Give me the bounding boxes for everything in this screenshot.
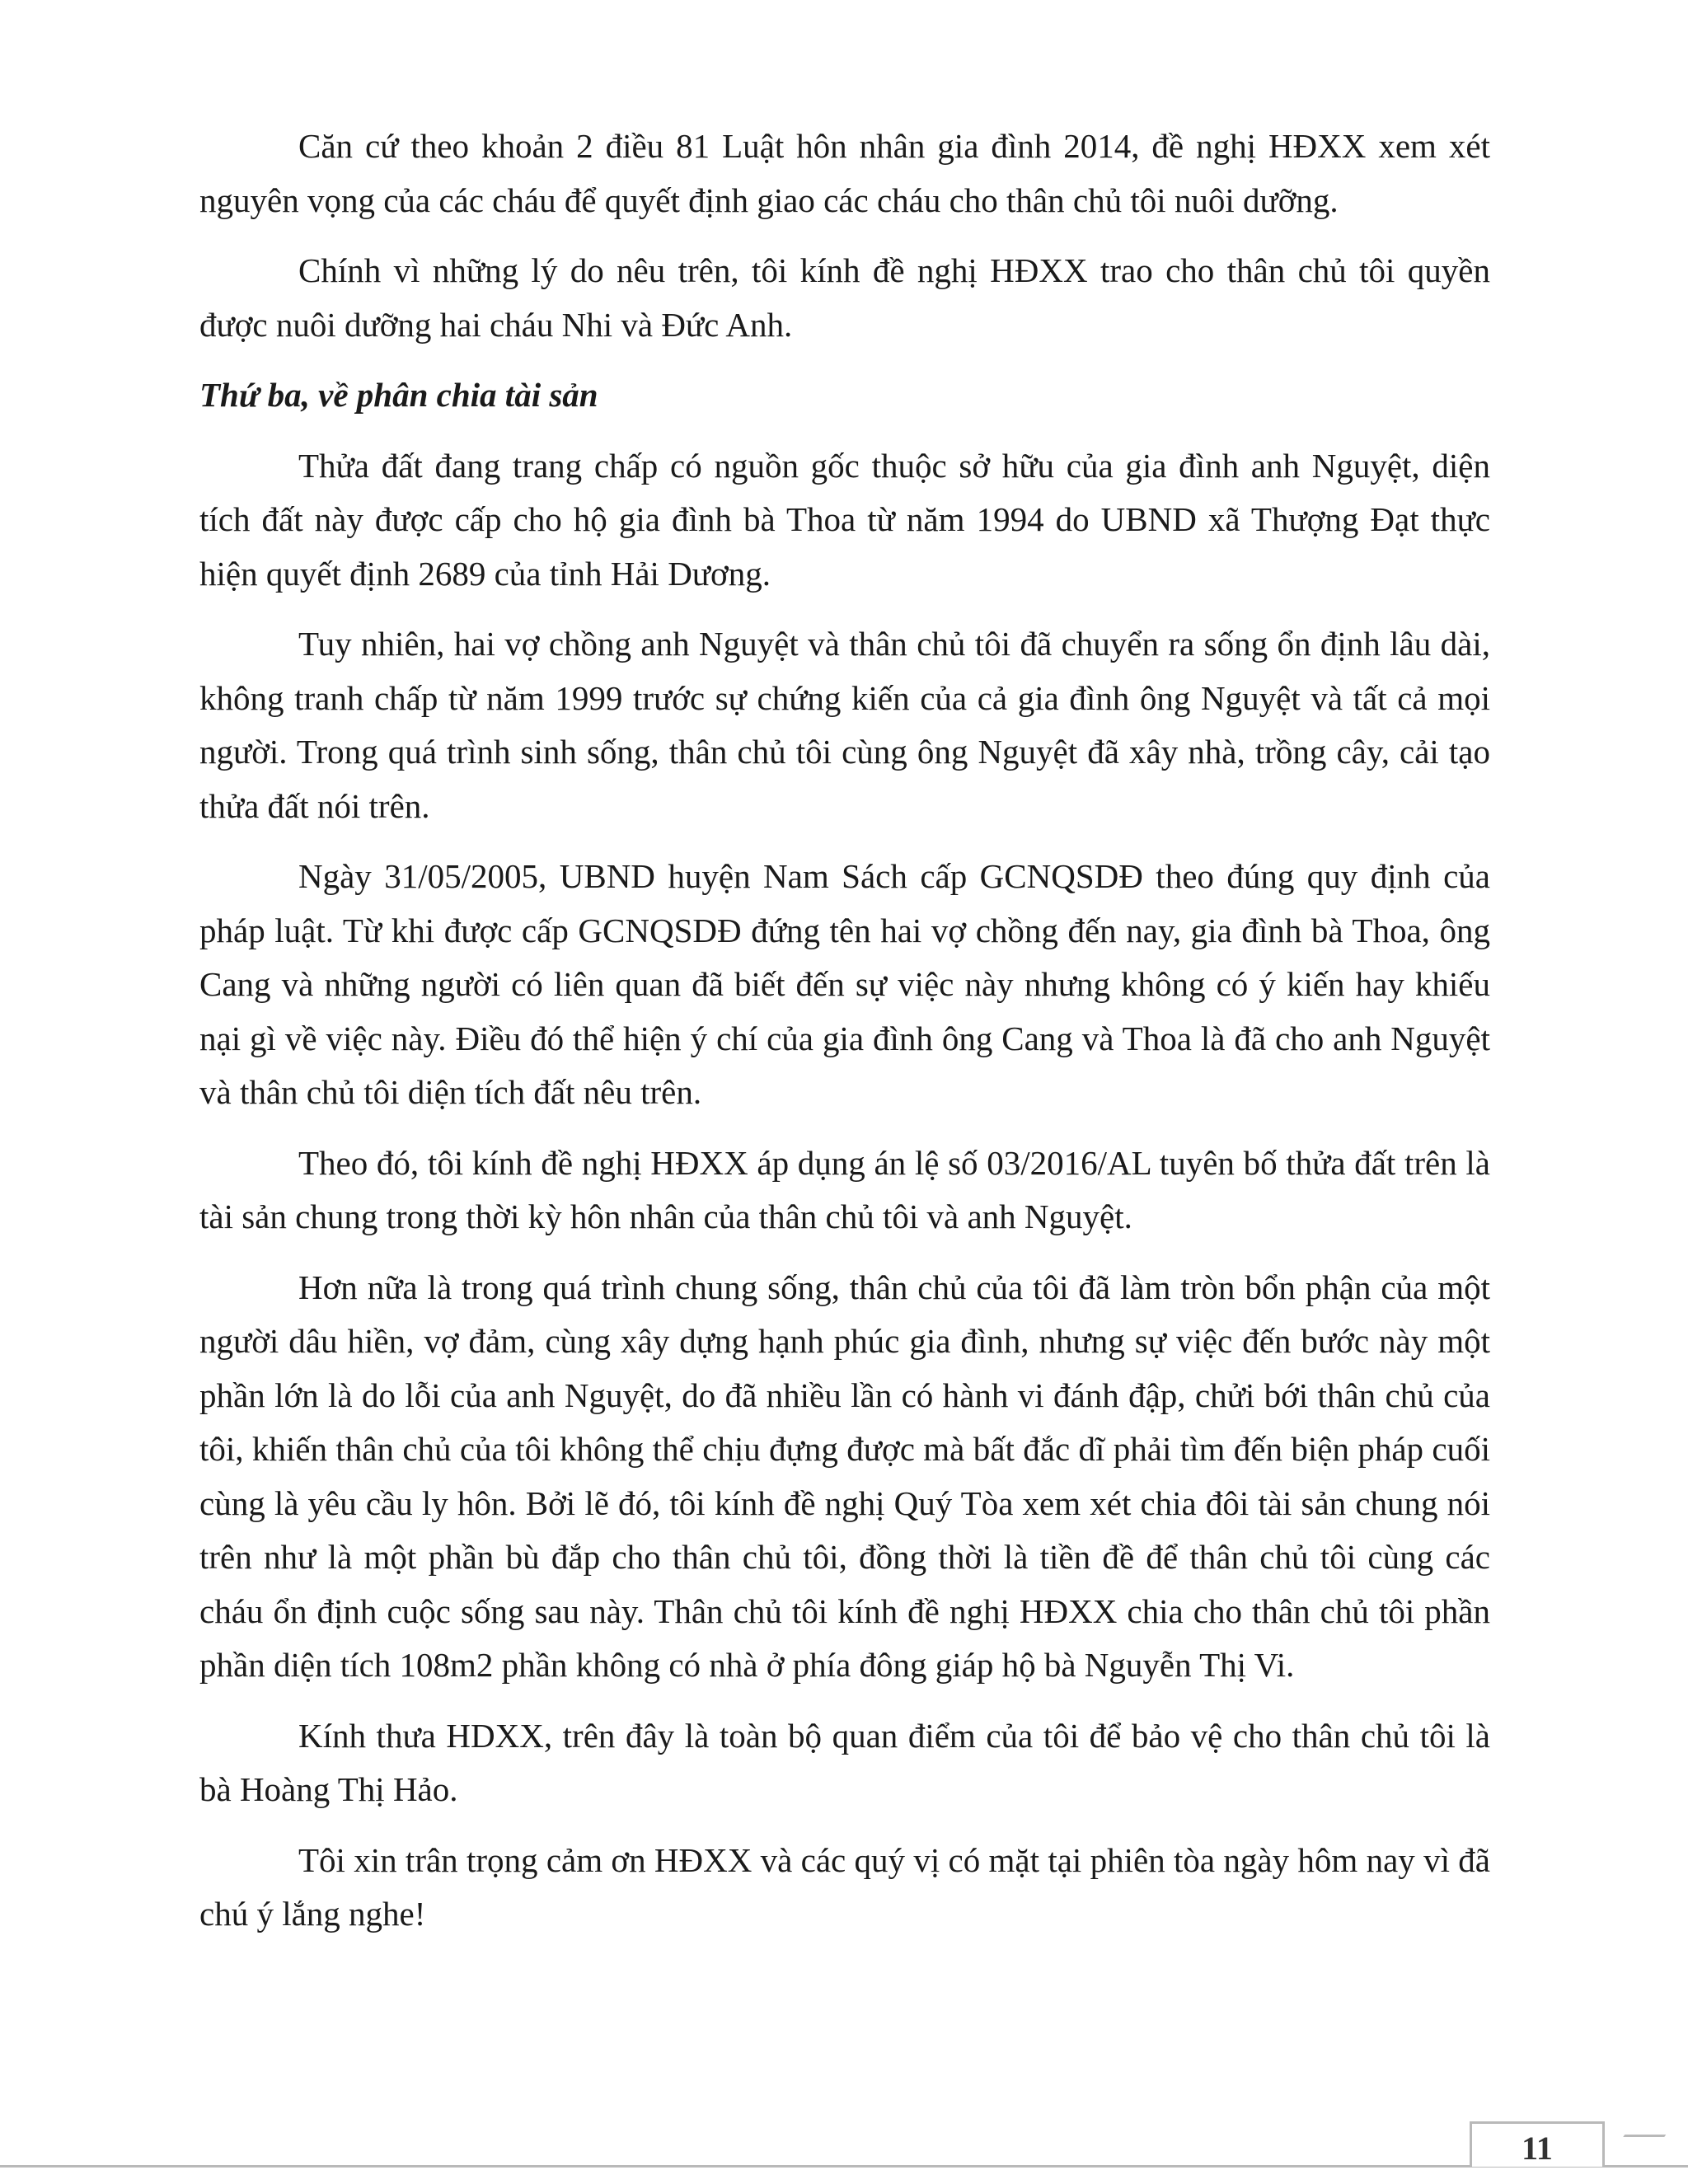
page-tab-decoration	[1602, 2135, 1666, 2167]
page-number: 11	[1470, 2121, 1605, 2167]
paragraph-6: Theo đó, tôi kính đề nghị HĐXX áp dụng án lệ số 03/2016/AL tuyên bố thửa đất trên là tài sản chung trong thời kỳ hôn nhân của thân chủ tôi và anh Nguyệt.	[199, 1143, 1490, 1235]
paragraph-1: Căn cứ theo khoản 2 điều 81 Luật hôn nhân gia đình 2014, đề nghị HĐXX xem xét nguyên vọng của các cháu để quyết định giao các cháu cho thân chủ tôi nuôi dưỡng.	[199, 127, 1490, 219]
paragraph-4: Tuy nhiên, hai vợ chồng anh Nguyệt và thân chủ tôi đã chuyển ra sống ổn định lâu dài, không tranh chấp từ năm 1999 trước sự chứng kiến của cả gia đình ông Nguyệt và tất cả mọi người. Trong quá trình sinh sống, thân chủ tôi cùng ông Nguyệt đã xây nhà, trồng cây, cải tạo thửa đất nói trên.	[199, 625, 1490, 825]
paragraph-8: Kính thưa HDXX, trên đây là toàn bộ quan điểm của tôi để bảo vệ cho thân chủ tôi là bà Hoàng Thị Hảo.	[199, 1716, 1490, 1808]
paragraph-7: Hơn nữa là trong quá trình chung sống, thân chủ của tôi đã làm tròn bổn phận của một người dâu hiền, vợ đảm, cùng xây dựng hạnh phúc gia đình, nhưng sự việc đến bước này một phần lớn là do lỗi của anh Nguyệt, do đã nhiều lần có hành vi đánh đập, chửi bới thân chủ của tôi, khiến thân chủ của tôi không thể chịu đựng được mà bất đắc dĩ phải tìm đến biện pháp cuối cùng là yêu cầu ly hôn. Bởi lẽ đó, tôi kính đề nghị Quý Tòa xem xét chia đôi tài sản chung nói trên như là một phần bù đắp cho thân chủ tôi, đồng thời là tiền đề để thân chủ tôi cùng các cháu ổn định cuộc sống sau này. Thân chủ tôi kính đề nghị HĐXX chia cho thân chủ tôi phần phần diện tích 108m2 phần không có nhà ở phía đông giáp hộ bà Nguyễn Thị Vi.	[199, 1268, 1490, 1684]
document-body	[199, 120, 1490, 1958]
paragraph-5: Ngày 31/05/2005, UBND huyện Nam Sách cấp GCNQSDĐ theo đúng quy định của pháp luật. Từ khi được cấp GCNQSDĐ đứng tên hai vợ chồng đến nay, gia đình bà Thoa, ông Cang và những người có liên quan đã biết đến sự việc này nhưng không có ý kiến hay khiếu nại gì về việc này. Điều đó thể hiện ý chí của gia đình ông Cang và Thoa là đã cho anh Nguyệt và thân chủ tôi diện tích đất nêu trên.	[199, 857, 1490, 1111]
paragraph-2: Chính vì những lý do nêu trên, tôi kính đề nghị HĐXX trao cho thân chủ tôi quyền được nuôi dưỡng hai cháu Nhi và Đức Anh.	[199, 251, 1490, 344]
footer-divider	[0, 2165, 1688, 2168]
section-heading: Thứ ba, về phân chia tài sản	[199, 376, 598, 414]
paragraph-3: Thửa đất đang trang chấp có nguồn gốc thuộc sở hữu của gia đình anh Nguyệt, diện tích đất này được cấp cho hộ gia đình bà Thoa từ năm 1994 do UBND xã Thượng Đạt thực hiện quyết định 2689 của tỉnh Hải Dương.	[199, 446, 1490, 593]
paragraph-9: Tôi xin trân trọng cảm ơn HĐXX và các quý vị có mặt tại phiên tòa ngày hôm nay vì đã chú ý lắng nghe!	[199, 1840, 1490, 1933]
